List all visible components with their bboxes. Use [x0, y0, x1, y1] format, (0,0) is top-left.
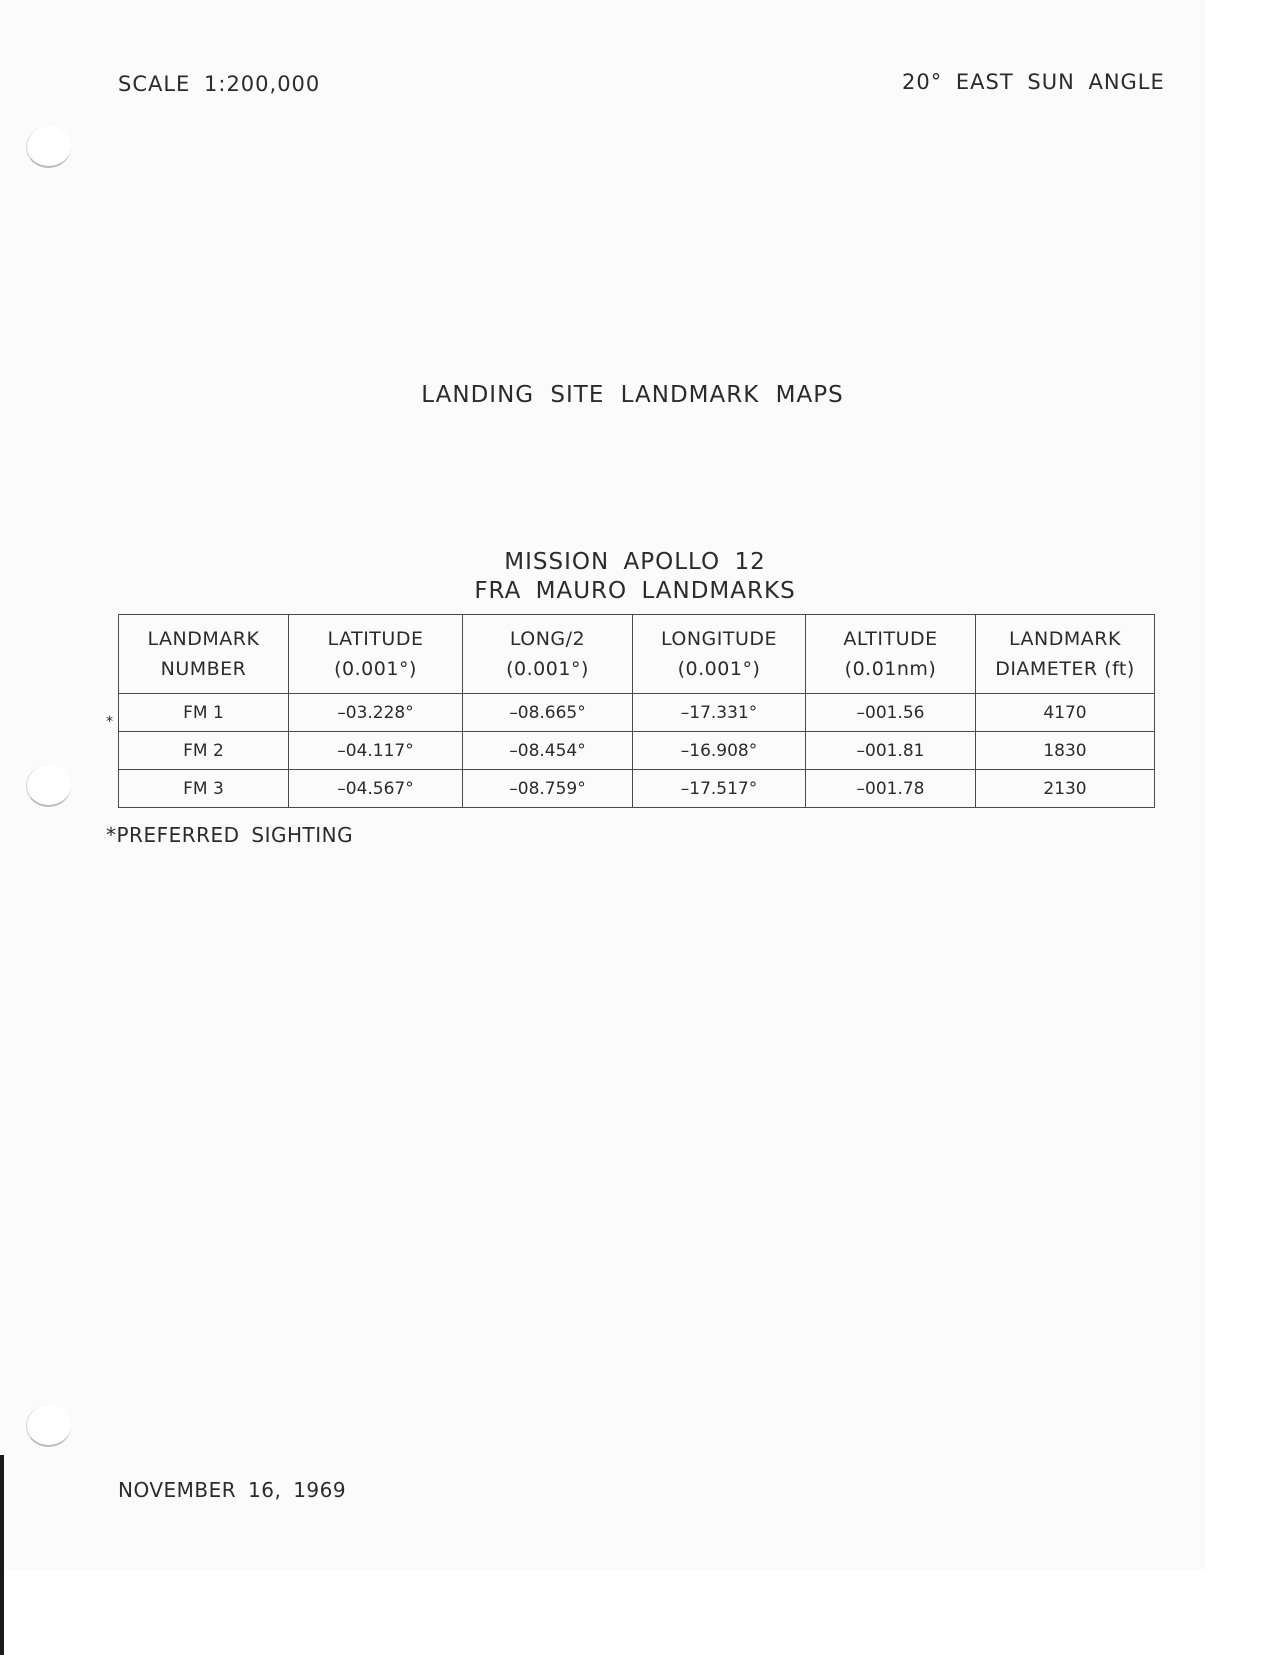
long2-cell: –08.665° [463, 694, 633, 732]
footnote: *PREFERRED SIGHTING [106, 823, 354, 847]
sun-angle-label: 20° EAST SUN ANGLE [902, 70, 1165, 94]
landmark-number-cell: FM 3 [119, 770, 289, 808]
diameter-cell: 2130 [976, 770, 1155, 808]
column-header: LATITUDE (0.001°) [289, 615, 463, 694]
binder-hole-middle [26, 765, 71, 807]
long2-cell: –08.759° [463, 770, 633, 808]
landmark-number-cell: FM 1 [119, 694, 289, 732]
diameter-cell: 4170 [976, 694, 1155, 732]
altitude-cell: –001.78 [806, 770, 976, 808]
altitude-cell: –001.56 [806, 694, 976, 732]
table-title-line2: FRA MAURO LANDMARKS [474, 578, 796, 604]
landmark-number-cell: FM 2 [119, 732, 289, 770]
scan-edge-shadow [0, 1455, 4, 1655]
table-header-row [119, 615, 1155, 694]
latitude-cell: –03.228° [289, 694, 463, 732]
table-row [119, 732, 1155, 770]
altitude-cell: –001.81 [806, 732, 976, 770]
column-header: LONG/2 (0.001°) [463, 615, 633, 694]
table-title [420, 548, 850, 606]
latitude-cell: –04.117° [289, 732, 463, 770]
table-row [119, 694, 1155, 732]
table-title-line1: MISSION APOLLO 12 [504, 549, 766, 575]
page-title: LANDING SITE LANDMARK MAPS [421, 382, 844, 408]
scan-margin-right [1205, 0, 1275, 1655]
longitude-cell: –16.908° [633, 732, 806, 770]
binder-hole-top [26, 126, 71, 168]
document-date: NOVEMBER 16, 1969 [118, 1478, 347, 1502]
scan-margin-bottom [0, 1570, 1275, 1655]
landmark-table [118, 614, 1155, 808]
diameter-cell: 1830 [976, 732, 1155, 770]
longitude-cell: –17.517° [633, 770, 806, 808]
preferred-marker: * [106, 714, 113, 730]
latitude-cell: –04.567° [289, 770, 463, 808]
column-header: ALTITUDE (0.01nm) [806, 615, 976, 694]
binder-hole-bottom [26, 1405, 71, 1447]
longitude-cell: –17.331° [633, 694, 806, 732]
column-header: LONGITUDE (0.001°) [633, 615, 806, 694]
table-row [119, 770, 1155, 808]
long2-cell: –08.454° [463, 732, 633, 770]
column-header: LANDMARK DIAMETER (ft) [976, 615, 1155, 694]
scale-label: SCALE 1:200,000 [118, 72, 321, 96]
column-header: LANDMARK NUMBER [119, 615, 289, 694]
